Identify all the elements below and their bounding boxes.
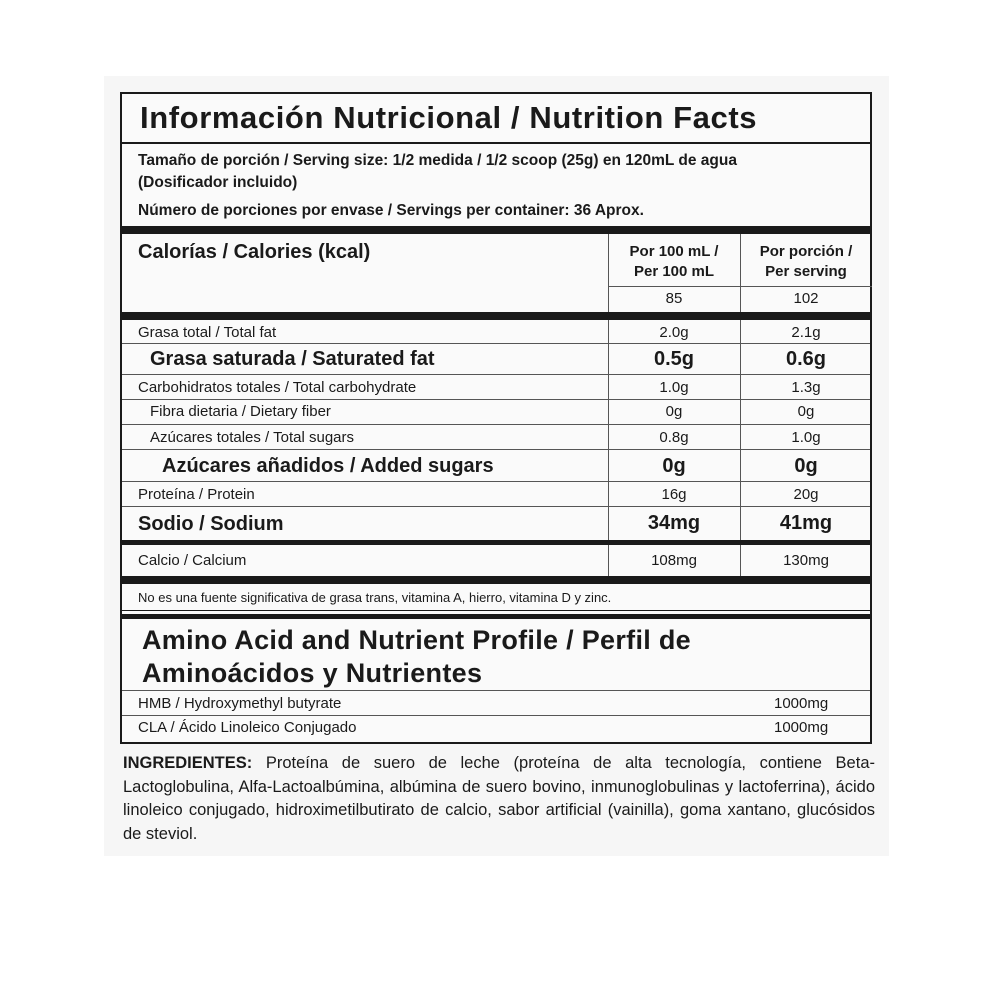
nutrient-per-serving: 41mg — [779, 512, 833, 534]
ingredients-heading: INGREDIENTES: — [123, 754, 253, 772]
nutrient-label: Proteína / Protein — [138, 486, 255, 503]
row-divider — [122, 449, 870, 450]
serving-size: Tamaño de porción / Serving size: 1/2 medida / 1/2 scoop (25g) en 120mL de agua — [138, 152, 737, 169]
thick-divider — [122, 614, 870, 619]
thick-divider — [122, 226, 870, 234]
servings-per-container: Número de porciones por envase / Servings per container: 36 Aprox. — [138, 202, 644, 219]
nutrient-label: Grasa total / Total fat — [138, 324, 277, 341]
col-header-per-serving — [740, 242, 872, 282]
nutrient-per-serving: 1.0g — [791, 429, 821, 446]
nutrient-per-serving: 130mg — [783, 552, 829, 569]
nutrient-per100: 34mg — [647, 512, 701, 534]
row-divider — [122, 424, 870, 425]
amino-item-label: CLA / Ácido Linoleico Conjugado — [138, 719, 357, 736]
row-divider — [122, 399, 870, 400]
row-divider — [122, 343, 870, 344]
calories-per100: 85 — [665, 290, 683, 307]
amino-title-line2: Aminoácidos y Nutrientes — [142, 658, 483, 688]
col-header-per-serving-line2: Per serving — [765, 263, 847, 280]
nutrient-per100: 0g — [662, 455, 686, 477]
serving-size-note: (Dosificador incluido) — [138, 174, 298, 191]
nutrient-per-serving: 1.3g — [791, 379, 821, 396]
thick-divider — [122, 576, 870, 584]
nutrient-per-serving: 20g — [793, 486, 819, 503]
amino-item-amount: 1000mg — [774, 719, 829, 736]
nutrient-per100: 108mg — [651, 552, 697, 569]
row-divider — [122, 610, 870, 611]
ingredients-text: Proteína de suero de leche (proteína de alta tecnología, contiene Beta-Lactoglobulina, Alfa-Lactoalbúmina, albúmina de suero bovino, inmunoglobulinas y lactoferrina), ácido linoleico conjugado, hidroximetilbutirato de calcio, sabor artificial (vainilla), goma xantano, glucósidos de steviol. — [123, 754, 875, 843]
nutrient-per100: 1.0g — [659, 379, 689, 396]
nutrient-per100: 16g — [661, 486, 687, 503]
row-divider — [122, 715, 870, 716]
nutrient-label: Calcio / Calcium — [138, 552, 247, 569]
nutrient-label: Grasa saturada / Saturated fat — [150, 348, 435, 370]
row-divider — [122, 374, 870, 375]
nutrient-label: Azúcares totales / Total sugars — [150, 429, 354, 446]
label-title: Información Nutricional / Nutrition Facts — [140, 100, 758, 135]
row-divider — [122, 481, 870, 482]
calories-label: Calorías / Calories (kcal) — [138, 241, 371, 263]
row-divider — [608, 286, 872, 287]
nutrient-per100: 0.5g — [653, 348, 695, 370]
nutrient-label: Sodio / Sodium — [138, 513, 284, 535]
nutrient-label: Azúcares añadidos / Added sugars — [162, 455, 494, 477]
nutrient-per-serving: 0g — [797, 403, 815, 420]
nutrient-per-serving: 0g — [794, 455, 818, 477]
nutrient-label: Carbohidratos totales / Total carbohydrate — [138, 379, 417, 396]
footnote: No es una fuente significativa de grasa trans, vitamina A, hierro, vitamina D y zinc. — [138, 590, 612, 605]
col-header-per-serving-line1: Por porción / — [759, 243, 853, 260]
nutrient-per-serving: 2.1g — [791, 324, 821, 341]
title-divider — [122, 142, 870, 144]
thick-divider — [122, 312, 870, 320]
nutrient-per100: 0.8g — [659, 429, 689, 446]
thick-divider — [122, 540, 870, 545]
ingredients — [123, 752, 875, 846]
col-header-per100-line1: Por 100 mL / — [629, 243, 719, 260]
calories-per-serving: 102 — [793, 290, 819, 307]
amino-item-label: HMB / Hydroxymethyl butyrate — [138, 695, 342, 712]
col-header-per100-line2: Per 100 mL — [633, 263, 715, 280]
nutrient-label: Fibra dietaria / Dietary fiber — [150, 403, 331, 420]
row-divider — [122, 506, 870, 507]
col-header-per100 — [608, 242, 740, 282]
nutrition-label — [120, 92, 872, 744]
amino-title — [142, 624, 691, 690]
row-divider — [122, 690, 870, 691]
amino-item-amount: 1000mg — [774, 695, 829, 712]
nutrient-per100: 0g — [665, 403, 683, 420]
nutrient-per100: 2.0g — [659, 324, 689, 341]
amino-title-line1: Amino Acid and Nutrient Profile / Perfil de — [142, 625, 691, 655]
nutrient-per-serving: 0.6g — [785, 348, 827, 370]
